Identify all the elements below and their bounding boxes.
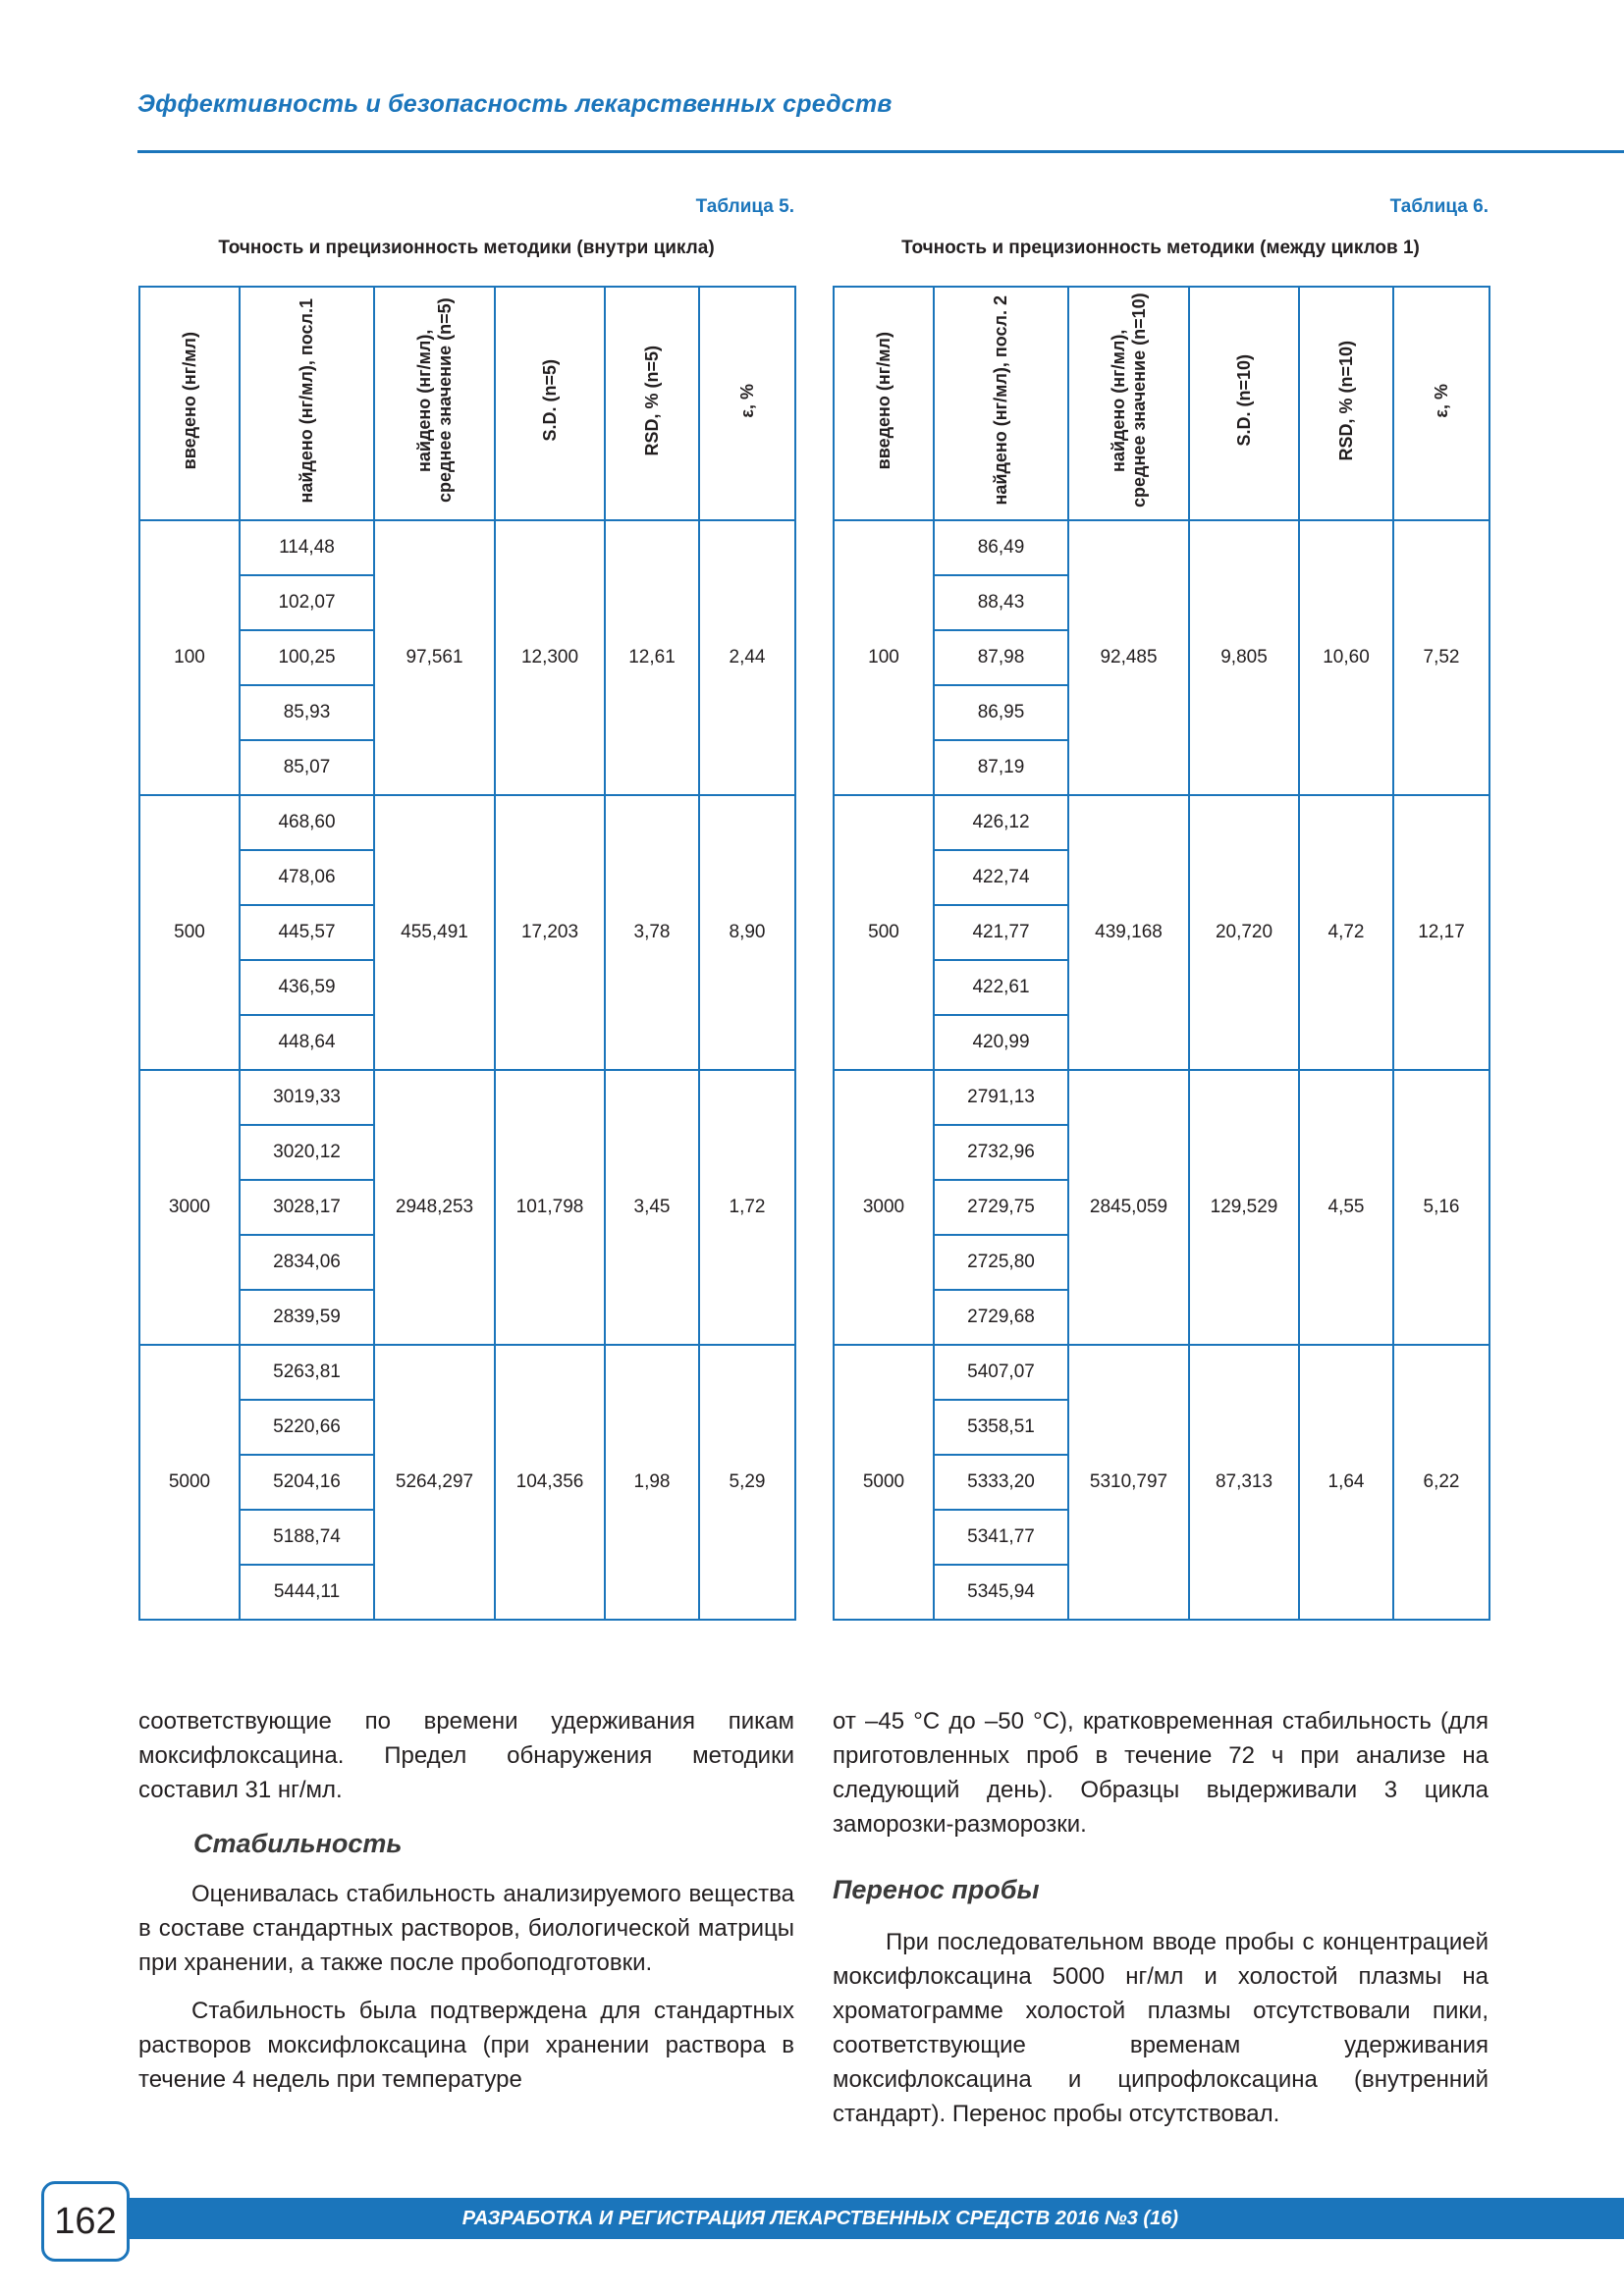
found-cell: 421,77 [934, 905, 1068, 960]
column-header-label: введено (нг/мл) [873, 331, 893, 470]
mean-cell: 5310,797 [1068, 1345, 1189, 1620]
table-5 [138, 286, 796, 1621]
column-header [934, 287, 1068, 520]
rsd-cell: 4,72 [1299, 795, 1393, 1070]
found-cell: 85,93 [240, 685, 374, 740]
found-cell: 2839,59 [240, 1290, 374, 1345]
body-column-right [833, 1704, 1489, 2131]
sd-cell: 17,203 [495, 795, 605, 1070]
introduced-cell: 500 [834, 795, 934, 1070]
column-header-label: найдено (нг/мл), посл.1 [297, 297, 316, 504]
table-header-row [834, 287, 1489, 520]
found-cell: 102,07 [240, 575, 374, 630]
table-row [834, 1070, 1489, 1125]
found-cell: 5263,81 [240, 1345, 374, 1400]
sd-cell: 9,805 [1189, 520, 1299, 795]
found-cell: 2725,80 [934, 1235, 1068, 1290]
column-header [495, 287, 605, 520]
found-cell: 5407,07 [934, 1345, 1068, 1400]
epsilon-cell: 8,90 [699, 795, 795, 1070]
column-header-label: найдено (нг/мл), среднее значение (n=10) [1108, 293, 1149, 508]
found-cell: 5333,20 [934, 1455, 1068, 1510]
introduced-cell: 500 [139, 795, 240, 1070]
section-heading-carryover: Перенос пробы [833, 1875, 1040, 1904]
table-header-row [139, 287, 795, 520]
found-cell: 114,48 [240, 520, 374, 575]
found-cell: 5220,66 [240, 1400, 374, 1455]
column-header-label: ε, % [1431, 383, 1451, 418]
table-6 [833, 286, 1490, 1621]
table-5-caption: Точность и прецизионность методики (внутри цикла) [218, 238, 715, 258]
epsilon-cell: 1,72 [699, 1070, 795, 1345]
introduced-cell: 5000 [834, 1345, 934, 1620]
found-cell: 5204,16 [240, 1455, 374, 1510]
epsilon-cell: 7,52 [1393, 520, 1489, 795]
rsd-cell: 10,60 [1299, 520, 1393, 795]
found-cell: 5341,77 [934, 1510, 1068, 1565]
found-cell: 3028,17 [240, 1180, 374, 1235]
paragraph: При последовательном вводе пробы с концентрацией моксифлоксацина 5000 нг/мл и холостой плазмы на хроматограмме холостой плазмы отсутствовали пики, соответствующие временам удерживания моксифлоксацина и ципрофлоксацина (внутренний стандарт). Перенос пробы отсутствовал. [833, 1929, 1489, 2127]
introduced-cell: 5000 [139, 1345, 240, 1620]
table-5-block [138, 192, 794, 1621]
paragraph: от –45 °С до –50 °С), кратковременная стабильность (для приготовленных проб в течение 72 ч при анализе на следующий день). Образцы выдерживали 3 цикла заморозки-разморозки. [833, 1708, 1489, 1838]
found-cell: 426,12 [934, 795, 1068, 850]
found-cell: 2729,75 [934, 1180, 1068, 1235]
sd-cell: 87,313 [1189, 1345, 1299, 1620]
column-header [1393, 287, 1489, 520]
column-header-label: RSD, % (n=5) [641, 345, 662, 456]
epsilon-cell: 5,16 [1393, 1070, 1489, 1345]
table-6-block [833, 192, 1489, 1621]
introduced-cell: 100 [834, 520, 934, 795]
column-header-label: найдено (нг/мл), среднее значение (n=5) [413, 297, 455, 504]
epsilon-cell: 2,44 [699, 520, 795, 795]
rsd-cell: 3,78 [605, 795, 699, 1070]
mean-cell: 2948,253 [374, 1070, 495, 1345]
column-header [834, 287, 934, 520]
epsilon-cell: 6,22 [1393, 1345, 1489, 1620]
mean-cell: 439,168 [1068, 795, 1189, 1070]
paragraph: Стабильность была подтверждена для стандартных растворов моксифлоксацина (при хранении раствора в течение 4 недель при температуре [138, 1998, 794, 2093]
column-header-label: найдено (нг/мл), посл. 2 [991, 295, 1010, 506]
sd-cell: 20,720 [1189, 795, 1299, 1070]
rsd-cell: 1,64 [1299, 1345, 1393, 1620]
table-6-number: Таблица 6. [1389, 196, 1489, 217]
found-cell: 422,74 [934, 850, 1068, 905]
mean-cell: 97,561 [374, 520, 495, 795]
rsd-cell: 3,45 [605, 1070, 699, 1345]
found-cell: 5358,51 [934, 1400, 1068, 1455]
table-row [834, 520, 1489, 575]
introduced-cell: 3000 [139, 1070, 240, 1345]
column-header [699, 287, 795, 520]
found-cell: 3020,12 [240, 1125, 374, 1180]
epsilon-cell: 12,17 [1393, 795, 1489, 1070]
column-header [605, 287, 699, 520]
found-cell: 87,98 [934, 630, 1068, 685]
page-number: 162 [41, 2181, 130, 2262]
running-head-title: Эффективность и безопасность лекарственных средств [137, 90, 893, 118]
found-cell: 2729,68 [934, 1290, 1068, 1345]
column-header [1189, 287, 1299, 520]
found-cell: 436,59 [240, 960, 374, 1015]
column-header-label: RSD, % (n=10) [1335, 340, 1356, 461]
found-cell: 2791,13 [934, 1070, 1068, 1125]
found-cell: 85,07 [240, 740, 374, 795]
found-cell: 86,49 [934, 520, 1068, 575]
table-row [834, 795, 1489, 850]
found-cell: 445,57 [240, 905, 374, 960]
mean-cell: 5264,297 [374, 1345, 495, 1620]
table-row [139, 795, 795, 850]
table-5-number: Таблица 5. [695, 196, 794, 217]
rsd-cell: 4,55 [1299, 1070, 1393, 1345]
column-header [1068, 287, 1189, 520]
table-row [834, 1345, 1489, 1400]
found-cell: 5345,94 [934, 1565, 1068, 1620]
mean-cell: 2845,059 [1068, 1070, 1189, 1345]
column-header [240, 287, 374, 520]
sd-cell: 129,529 [1189, 1070, 1299, 1345]
mean-cell: 455,491 [374, 795, 495, 1070]
column-header-label: S.D. (n=10) [1233, 354, 1254, 447]
mean-cell: 92,485 [1068, 520, 1189, 795]
sd-cell: 12,300 [495, 520, 605, 795]
found-cell: 478,06 [240, 850, 374, 905]
found-cell: 87,19 [934, 740, 1068, 795]
introduced-cell: 3000 [834, 1070, 934, 1345]
found-cell: 2732,96 [934, 1125, 1068, 1180]
found-cell: 86,95 [934, 685, 1068, 740]
table-row [139, 1070, 795, 1125]
found-cell: 5188,74 [240, 1510, 374, 1565]
rsd-cell: 12,61 [605, 520, 699, 795]
sd-cell: 101,798 [495, 1070, 605, 1345]
found-cell: 420,99 [934, 1015, 1068, 1070]
section-heading-stability: Стабильность [193, 1829, 403, 1858]
header-rule [137, 150, 1624, 153]
found-cell: 100,25 [240, 630, 374, 685]
paragraph: Оценивалась стабильность анализируемого вещества в составе стандартных растворов, биологической матрицы при хранении, а также после пробоподготовки. [138, 1881, 794, 1976]
found-cell: 3019,33 [240, 1070, 374, 1125]
column-header [374, 287, 495, 520]
column-header-label: ε, % [736, 383, 757, 418]
paragraph: соответствующие по времени удерживания пикам моксифлоксацина. Предел обнаружения методики составил 31 нг/мл. [138, 1708, 794, 1803]
found-cell: 448,64 [240, 1015, 374, 1070]
body-column-left [138, 1704, 794, 2097]
column-header-label: введено (нг/мл) [179, 331, 199, 470]
column-header-label: S.D. (n=5) [539, 359, 560, 442]
introduced-cell: 100 [139, 520, 240, 795]
column-header [139, 287, 240, 520]
table-6-caption: Точность и прецизионность методики (между циклов 1) [901, 238, 1420, 258]
footer-journal-title: РАЗРАБОТКА И РЕГИСТРАЦИЯ ЛЕКАРСТВЕННЫХ СРЕДСТВ 2016 №3 (16) [461, 2208, 1178, 2229]
found-cell: 468,60 [240, 795, 374, 850]
sd-cell: 104,356 [495, 1345, 605, 1620]
table-row [139, 520, 795, 575]
found-cell: 88,43 [934, 575, 1068, 630]
found-cell: 2834,06 [240, 1235, 374, 1290]
table-row [139, 1345, 795, 1400]
found-cell: 422,61 [934, 960, 1068, 1015]
epsilon-cell: 5,29 [699, 1345, 795, 1620]
column-header [1299, 287, 1393, 520]
found-cell: 5444,11 [240, 1565, 374, 1620]
rsd-cell: 1,98 [605, 1345, 699, 1620]
